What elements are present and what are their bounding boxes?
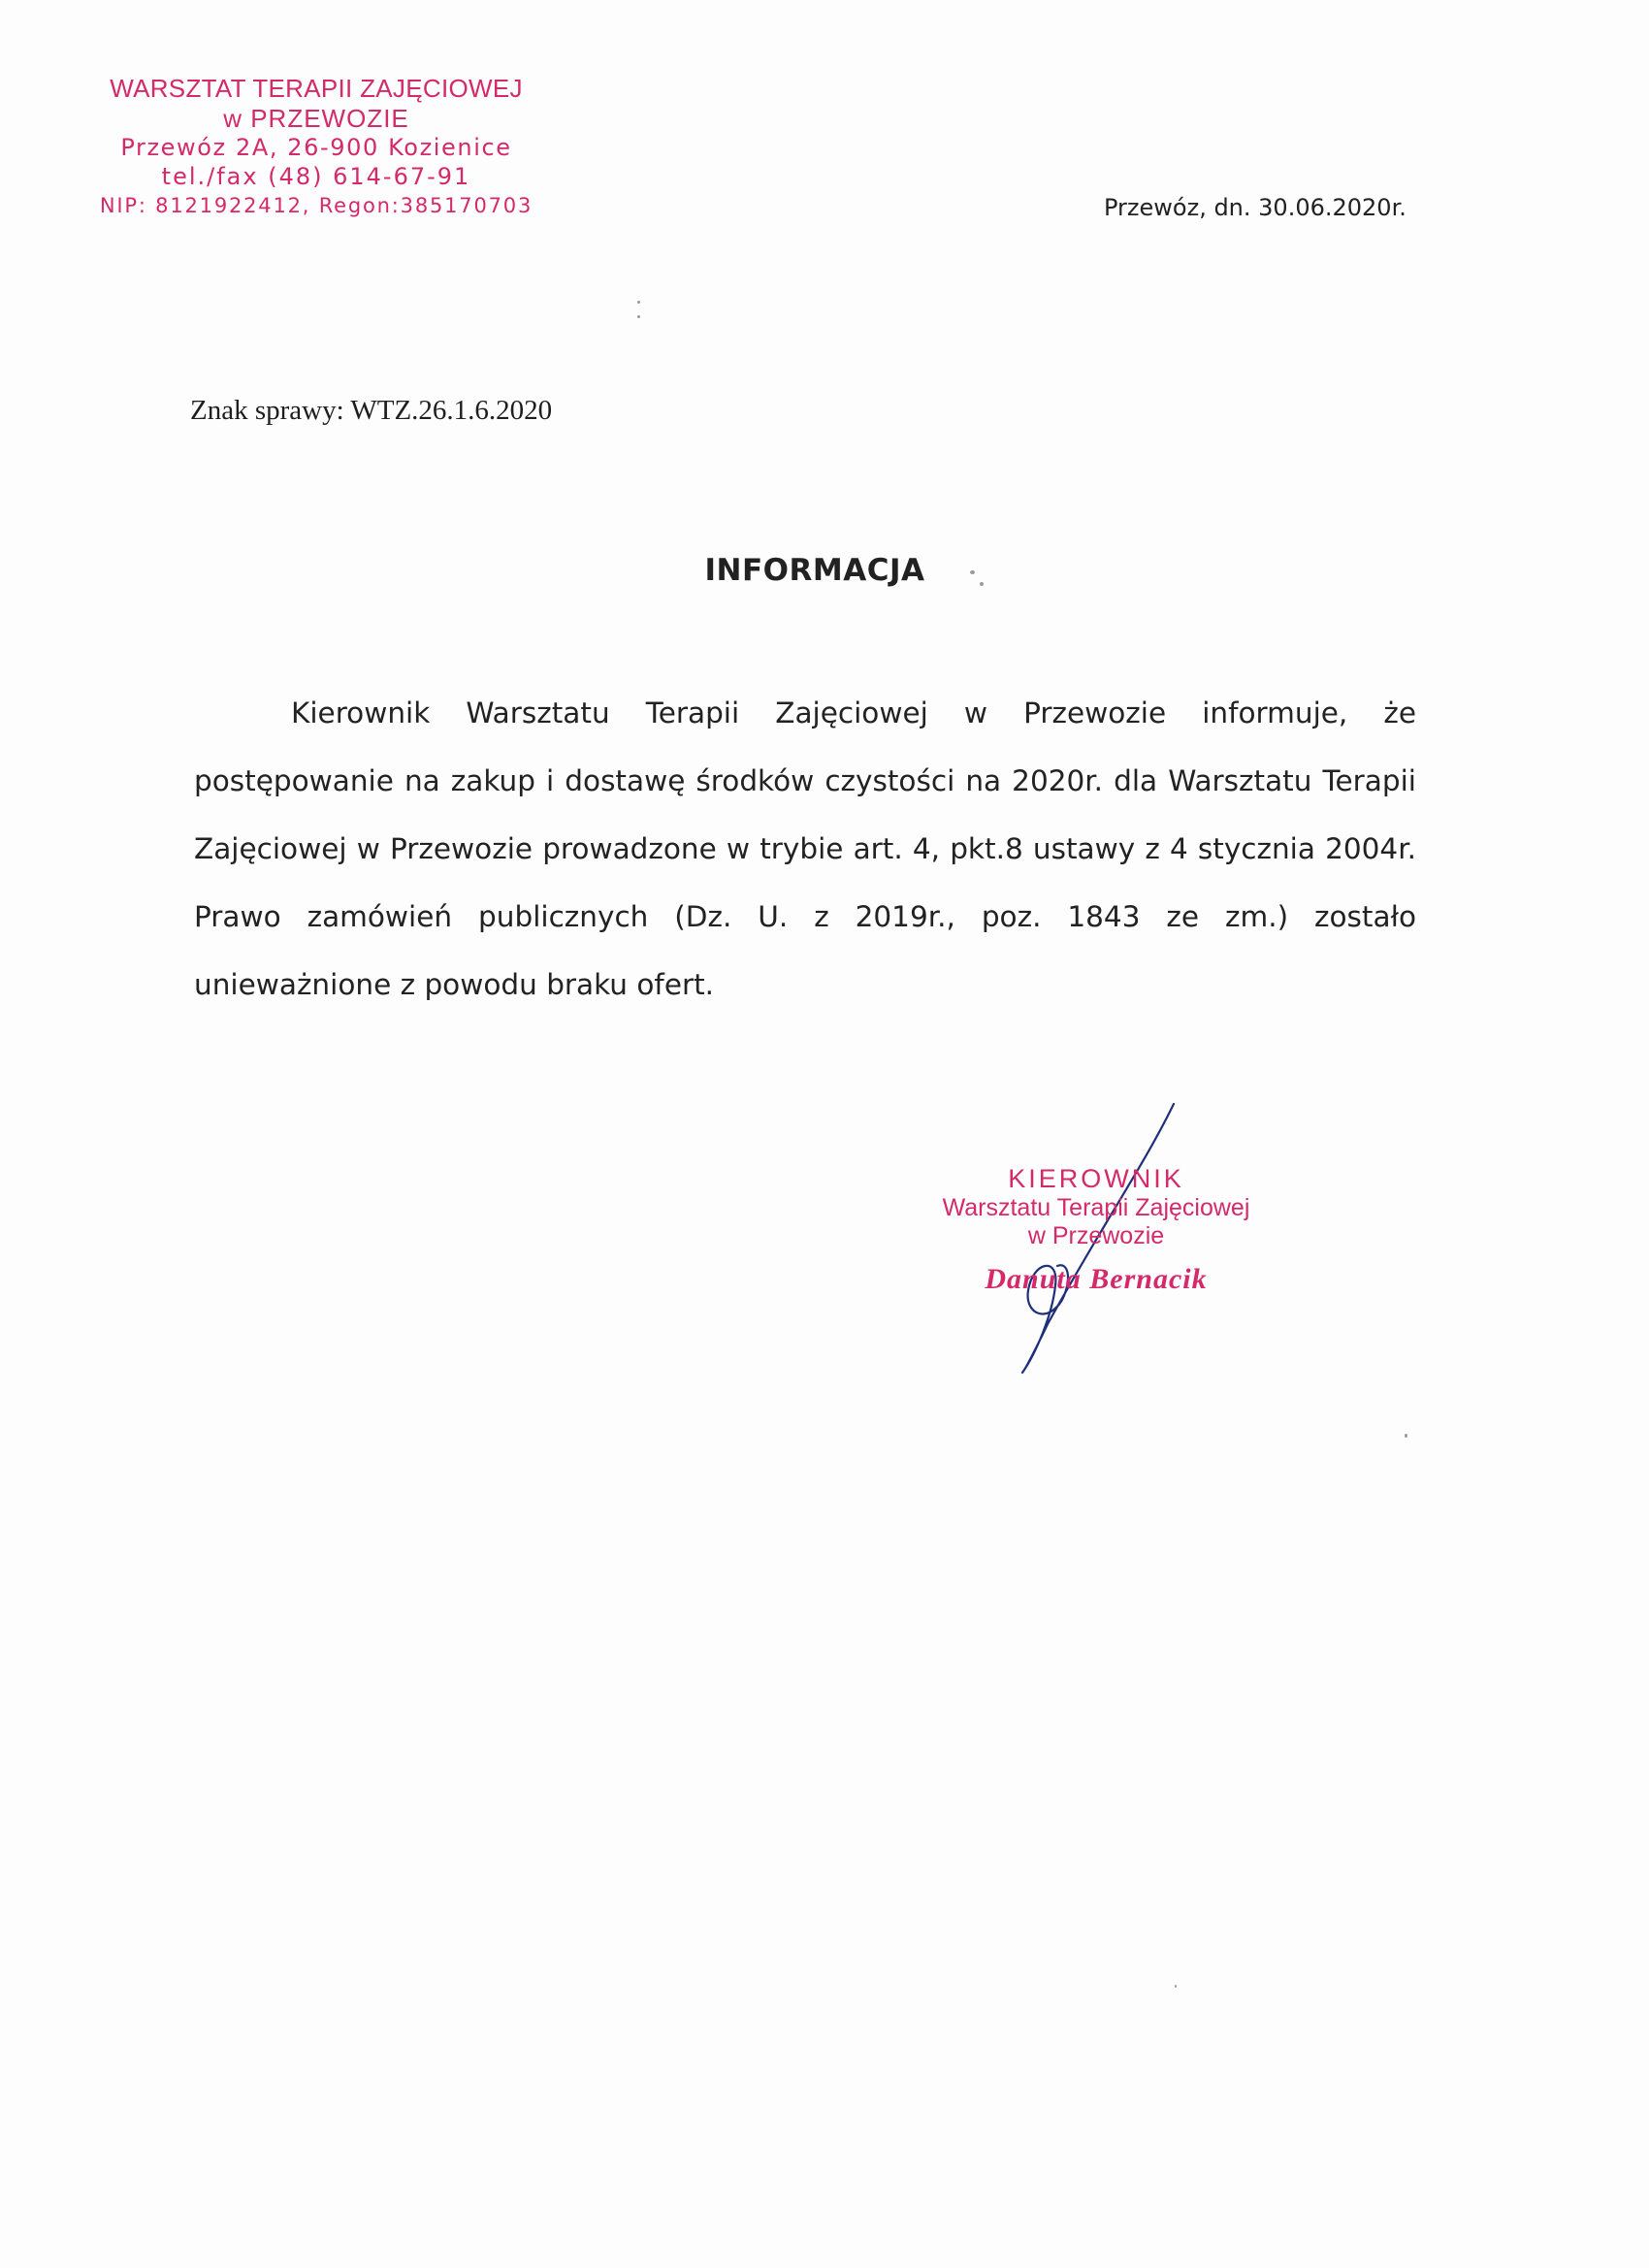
scan-speck: [637, 301, 640, 304]
stamp-phone: tel./fax (48) 614-67-91: [161, 163, 471, 190]
document-title: INFORMACJA: [704, 553, 925, 588]
scan-speck: [970, 570, 975, 574]
signatory-title: KIEROWNIK: [1008, 1164, 1184, 1193]
stamp-institution-name: WARSZTAT TERAPII ZAJĘCIOWEJ: [110, 74, 523, 103]
scan-speck: [1175, 1985, 1177, 1988]
stamp-tax-ids: NIP: 8121922412, Regon:385170703: [99, 194, 534, 217]
document-body: Kierownik Warsztatu Terapii Zajęciowej w Przewozie informuje, że postępowanie na zakup i dostawę środków czystości na 2020r. dla Warsztatu Terapii Zajęciowej w Przewozie prowadzone w trybie art. 4, pkt.8 ustawy z 4 stycznia 2004r. Prawo zamówień publicznych (Dz. U. z 2019r., poz. 1843 ze zm.) zostało unieważnione z powodu braku ofert.: [194, 697, 1416, 1001]
scan-speck: [1405, 1434, 1407, 1438]
case-reference: Znak sprawy: WTZ.26.1.6.2020: [190, 395, 553, 426]
signatory-institution: Warsztatu Terapii Zajęciowej: [942, 1194, 1250, 1221]
scan-speck: [637, 315, 640, 318]
scan-speck: [980, 582, 984, 586]
document-date: Przewóz, dn. 30.06.2020r.: [1104, 194, 1406, 221]
stamp-address: Przewóz 2A, 26-900 Kozienice: [120, 134, 512, 161]
stamp-town: w PRZEWOZIE: [223, 104, 409, 133]
signatory-stamp: [902, 1164, 1290, 1296]
signatory-town: w Przewozie: [1027, 1222, 1165, 1249]
signatory-name: Danuta Bernacik: [985, 1263, 1208, 1295]
institution-stamp: [93, 74, 539, 220]
